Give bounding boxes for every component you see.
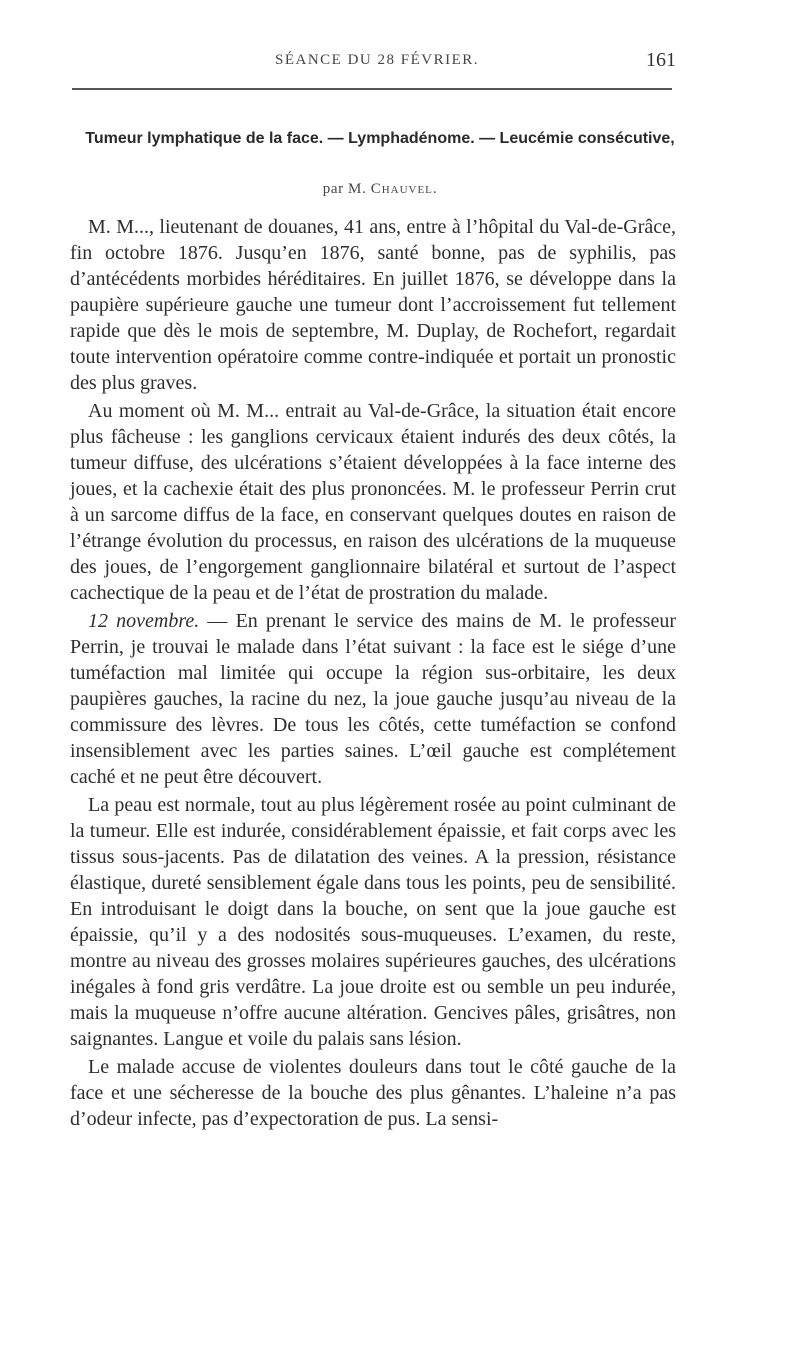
running-head-title: SÉANCE DU 28 FÉVRIER. xyxy=(274,52,479,68)
paragraph-3 xyxy=(70,608,676,790)
paragraph-1: M. M..., lieutenant de douanes, 41 ans, entre à l’hôpital du Val-de-Grâce, fin octobre 1876. Jusqu’en 1876, santé bonne, pas de syphilis, pas d’antécédents morbides héréditaires. En juillet 1876, se développe dans la paupière supérieure gauche une tumeur dont l’accroissement fut tellement rapide que dès le mois de septembre, M. Duplay, de Rochefort, regardait toute intervention opératoire comme contre-indiquée et portait un pronostic des plus graves. xyxy=(70,216,676,394)
paragraph-3-text: — En prenant le service des mains de M. le professeur Perrin, je trouvai le malade dans l’état suivant : la face est le siége d’une tuméfaction mal limitée qui occupe la région sus-orbitaire, les deux paupières gauches, la racine du nez, la joue gauche jusqu’au niveau de la commissure des lèvres. De tous les côtés, cette tuméfaction se confond insensiblement avec les parties saines. L’œil gauche est complétement caché et ne peut être découvert. xyxy=(70,610,676,788)
paragraph-2: Au moment où M. M... entrait au Val-de-Grâce, la situation était encore plus fâcheuse : les ganglions cervicaux étaient indurés des deux côtés, la tumeur diffuse, des ulcérations s’étaient développées à la face interne des joues, et la cachexie était des plus prononcées. M. le professeur Perrin crut à un sarcome diffus de la face, en conservant quelques doutes en raison de l’étrange évolution du processus, en raison des ulcérations de la muqueuse des joues, de l’engorgement ganglionnaire bilatéral et surtout de l’aspect cachectique de la peau et de l’état de prostration du malade. xyxy=(70,400,676,604)
article-title: Tumeur lymphatique de la face. — Lymphadénome. — Leucémie consécutive, xyxy=(85,130,675,147)
paragraph-5: Le malade accuse de violentes douleurs dans tout le côté gauche de la face et une sécheresse de la bouche des plus gênantes. L’haleine n’a pas d’odeur infecte, pas d’expectoration de pus. La sensi- xyxy=(70,1056,676,1130)
running-head xyxy=(72,49,682,76)
header-rule xyxy=(72,88,672,90)
page-number: 161 xyxy=(646,49,676,71)
author-name: Chauvel xyxy=(370,181,433,197)
article-body xyxy=(70,214,676,1134)
byline xyxy=(80,181,680,198)
paragraph-4: La peau est normale, tout au plus légèrement rosée au point culminant de la tumeur. Elle est indurée, considérablement épaissie, et fait corps avec les tissus sous-jacents. Pas de dilatation des veines. A la pression, résistance élastique, dureté sensiblement égale dans tous les points, peu de sensibilité. En introduisant le doigt dans la bouche, on sent que la joue gauche est épaissie, qu’il y a des nodosités sous-muqueuses. L’examen, du reste, montre au niveau des grosses molaires supérieures gauches, des ulcérations inégales à fond gris verdâtre. La joue droite est ou semble un peu indurée, mais la muqueuse n’offre aucune altération. Gencives pâles, grisâtres, non saignantes. Langue et voile du palais sans lésion. xyxy=(70,794,676,1050)
byline-suffix: . xyxy=(432,181,438,197)
byline-prefix: par M. xyxy=(322,181,371,197)
date-lead: 12 novembre. xyxy=(88,610,200,632)
